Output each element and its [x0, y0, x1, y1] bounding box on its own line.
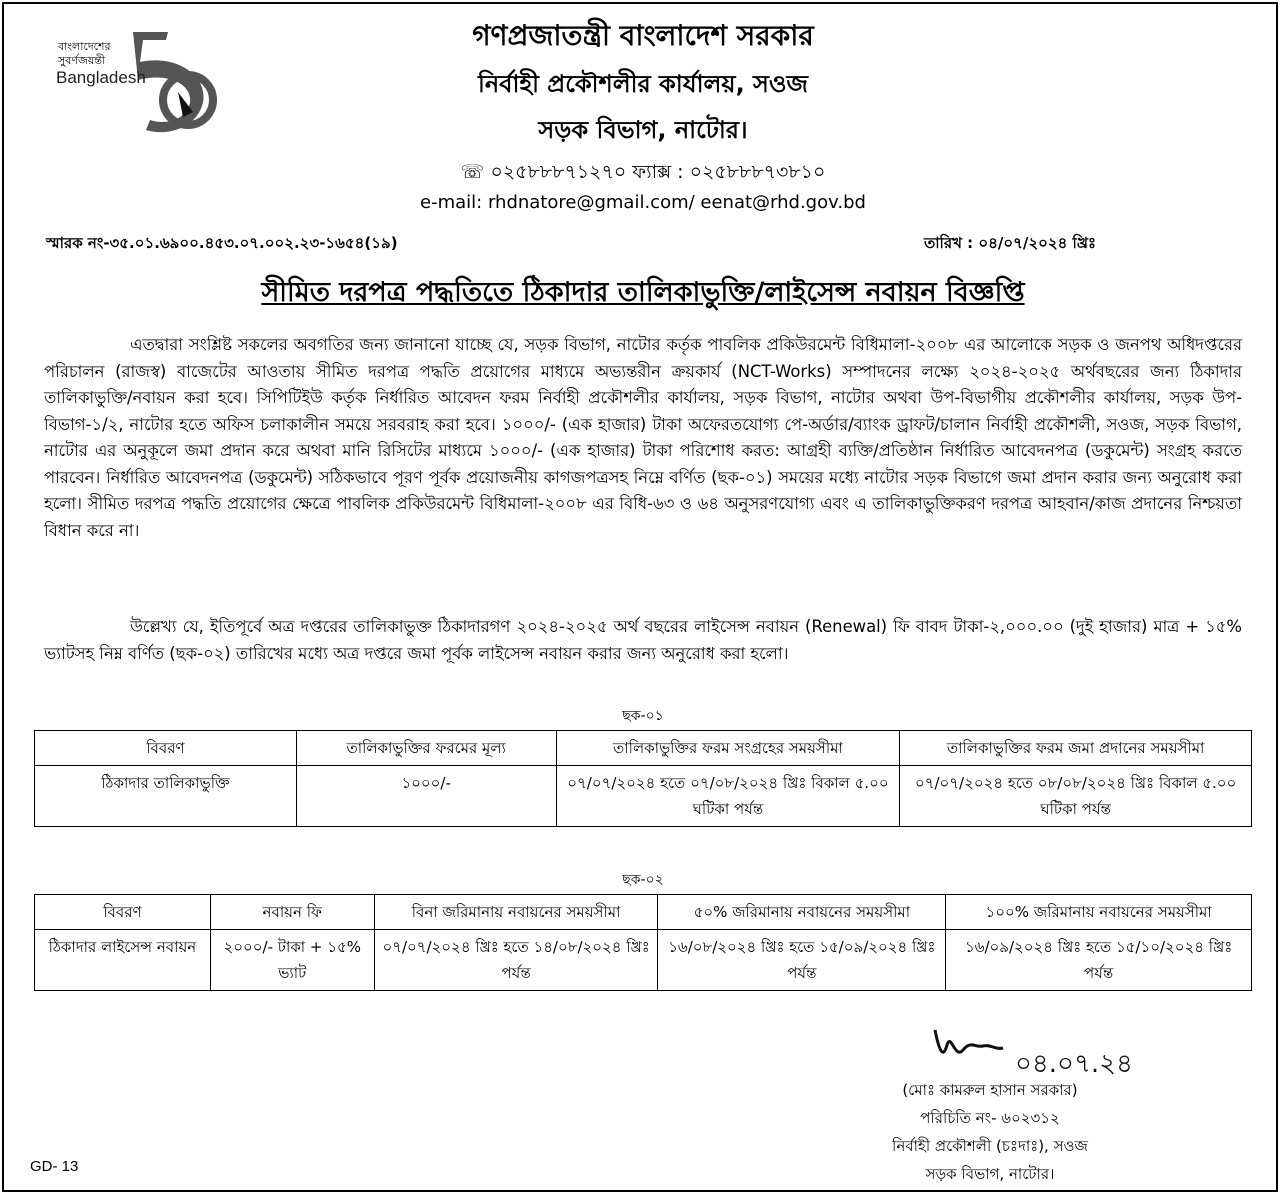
document-code: GD- 13	[30, 1158, 79, 1175]
email-line[interactable]: e-mail: rhdnatore@gmail.com/ eenat@rhd.gov.bd	[420, 192, 866, 213]
table-row	[35, 930, 1252, 991]
table-cell: ১৬/০৯/২০২৪ খ্রিঃ হতে ১৫/১০/২০২৪ খ্রিঃ পর্যন্ত	[946, 930, 1252, 991]
telephone-icon: ☏	[460, 161, 485, 183]
table-cell: ০৭/০৭/২০২৪ হতে ০৭/০৮/২০২৪ খ্রিঃ বিকাল ৫.০০ ঘটিকা পর্যন্ত	[556, 766, 900, 827]
department-name: সড়ক বিভাগ, নাটোর।	[538, 116, 748, 144]
table-cell: ০৭/০৭/২০২৪ হতে ০৮/০৮/২০২৪ খ্রিঃ বিকাল ৫.০০ ঘটিকা পর্যন্ত	[900, 766, 1252, 827]
office-name: নির্বাহী প্রকৌশলীর কার্যালয়, সওজ	[477, 70, 809, 98]
signature-block	[800, 1076, 1180, 1188]
notice-paragraph-2: উল্লেখ্য যে, ইতিপূর্বে অত্র দপ্তরের তালিকাভুক্ত ঠিকাদারগণ ২০২৪-২০২৫ অর্থ বছরের লাইসেন্স নবায়ন (Renewal) ফি বাবদ টাকা-২,০০০.০০ (দুই হাজার) মাত্র + ১৫% ভ্যাটসহ নিম্ন বর্ণিত (ছক-০২) তারিখের মধ্যে অত্র দপ্তরে জমা পূর্বক লাইসেন্স নবায়ন করার জন্য অনুরোধ করা হলো।	[44, 617, 1242, 663]
table-header-cell: তালিকাভুক্তির ফরম জমা প্রদানের সময়সীমা	[900, 731, 1252, 766]
renewal-schedule-table	[34, 894, 1252, 991]
signatory-office: সড়ক বিভাগ, নাটোর।	[925, 1165, 1055, 1183]
notice-title-text: সীমিত দরপত্র পদ্ধতিতে ঠিকাদার তালিকাভুক্তি/লাইসেন্স নবায়ন বিজ্ঞপ্তি	[261, 277, 1025, 308]
table-header-row	[35, 731, 1252, 766]
handwritten-signature	[925, 1020, 1155, 1080]
table-cell: ঠিকাদার লাইসেন্স নবায়ন	[35, 930, 211, 991]
memo-date: তারিখ : ০৪/০৭/২০২৪ খ্রিঃ	[923, 234, 1096, 252]
phone-number: ০২৫৮৮৮৭১২৭০	[490, 161, 627, 183]
logo-line2: সুবর্ণজয়ন্তী	[58, 54, 106, 67]
table-cell: ২০০০/- টাকা + ১৫% ভ্যাট	[210, 930, 374, 991]
government-title: গণপ্রজাতন্ত্রী বাংলাদেশ সরকার	[472, 19, 814, 52]
logo-word: Bangladesh	[56, 68, 146, 87]
table-header-cell: বিনা জরিমানায় নবায়নের সময়সীমা	[374, 895, 658, 930]
logo-line1: বাংলাদেশের	[58, 40, 111, 53]
signatory-id: পরিচিতি নং- ৬০২৩১২	[920, 1109, 1060, 1127]
handwritten-date: ০৪.০৭.২৪	[1015, 1049, 1133, 1079]
signatory-designation: নির্বাহী প্রকৌশলী (চঃদাঃ), সওজ	[892, 1137, 1088, 1155]
table-header-cell: বিবরণ	[35, 895, 211, 930]
table-header-cell: ৫০% জরিমানায় নবায়নের সময়সীমা	[658, 895, 946, 930]
table1-caption: ছক-০১	[622, 708, 664, 724]
table-cell: ঠিকাদার তালিকাভুক্তি	[35, 766, 297, 827]
contact-line	[0, 158, 1286, 190]
table-header-cell: তালিকাভুক্তির ফরমের মূল্য	[296, 731, 556, 766]
table-cell: ১০০০/-	[296, 766, 556, 827]
fax-number: ০২৫৮৮৮৭৩৮১০	[689, 161, 826, 183]
table-cell: ০৭/০৭/২০২৪ খ্রিঃ হতে ১৪/০৮/২০২৪ খ্রিঃ পর্যন্ত	[374, 930, 658, 991]
table-header-cell: বিবরণ	[35, 731, 297, 766]
notice-paragraph-1: এতদ্বারা সংশ্লিষ্ট সকলের অবগতির জন্য জানানো যাচ্ছে যে, সড়ক বিভাগ, নাটোর কর্তৃক পাবলিক প্রকিউরমেন্ট বিধিমালা-২০০৮ এর আলোকে সড়ক ও জনপথ অধিদপ্তরের পরিচালন (রাজস্ব) বাজেটের আওতায় সীমিত দরপত্র পদ্ধতি প্রয়োগের মাধ্যমে অভ্যন্তরীন ক্রয়কার্য (NCT-Works) সম্পাদনের লক্ষ্যে ২০২৪-২০২৫ অর্থবছরের জন্য ঠিকাদার তালিকাভুক্তি/নবায়ন করা হবে। সিপিটিইউ কর্তৃক নির্ধারিত আবেদন ফরম নির্বাহী প্রকৌশলীর কার্যালয়, সড়ক বিভাগ, নাটোর অথবা উপ-বিভাগীয় প্রকৌশলীর কার্যালয়, সড়ক উপ-বিভাগ-১/২, নাটোর হতে অফিস চলাকালীন সময়ে সরবরাহ করা হবে। ১০০০/- (এক হাজার) টাকা অফেরতযোগ্য পে-অর্ডার/ব্যাংক ড্রাফট/চালান নির্বাহী প্রকৌশলী, সওজ, সড়ক বিভাগ, নাটোর এর অনুকূলে জমা প্রদান করে অথবা মানি রিসিটের মাধ্যমে ১০০০/- (এক হাজার) টাকা পরিশোধ করত: আগ্রহী ব্যক্তি/প্রতিষ্ঠান নির্ধারিত আবেদনপত্র (ডকুমেন্ট) সংগ্রহ করতে পারবেন। নির্ধারিত আবেদনপত্র (ডকুমেন্ট) সঠিকভাবে পূরণ পূর্বক প্রয়োজনীয় কাগজপত্রসহ নিম্নে বর্ণিত (ছক-০১) সময়ের মধ্যে নাটোর সড়ক বিভাগে জমা প্রদান করার জন্য অনুরোধ করা হলো। সীমিত দরপত্র পদ্ধতি প্রয়োগের ক্ষেত্রে পাবলিক প্রকিউরমেন্ট বিধিমালা-২০০৮ এর বিধি-৬৩ ও ৬৪ অনুসরণযোগ্য এবং এ তালিকাভুক্তিকরণ দরপত্র আহবান/কাজ প্রদানের নিশ্চয়তা বিধান করে না।	[44, 335, 1242, 540]
signatory-name: (মোঃ কামরুল হাসান সরকার)	[902, 1081, 1078, 1099]
fax-label: ফ্যাক্স :	[632, 161, 684, 183]
table-cell: ১৬/০৮/২০২৪ খ্রিঃ হতে ১৫/০৯/২০২৪ খ্রিঃ পর্যন্ত	[658, 930, 946, 991]
table2-caption: ছক-০২	[622, 872, 664, 888]
table-header-cell: ১০০% জরিমানায় নবায়নের সময়সীমা	[946, 895, 1252, 930]
table-header-cell: তালিকাভুক্তির ফরম সংগ্রহের সময়সীমা	[556, 731, 900, 766]
table-row	[35, 766, 1252, 827]
memo-reference: স্মারক নং-৩৫.০১.৬৯০০.৪৫৩.০৭.০০২.২৩-১৬৫৪(১৯)	[46, 234, 398, 252]
enlistment-schedule-table	[34, 730, 1252, 827]
table-header-row	[35, 895, 1252, 930]
table-header-cell: নবায়ন ফি	[210, 895, 374, 930]
notice-title	[0, 272, 1286, 317]
